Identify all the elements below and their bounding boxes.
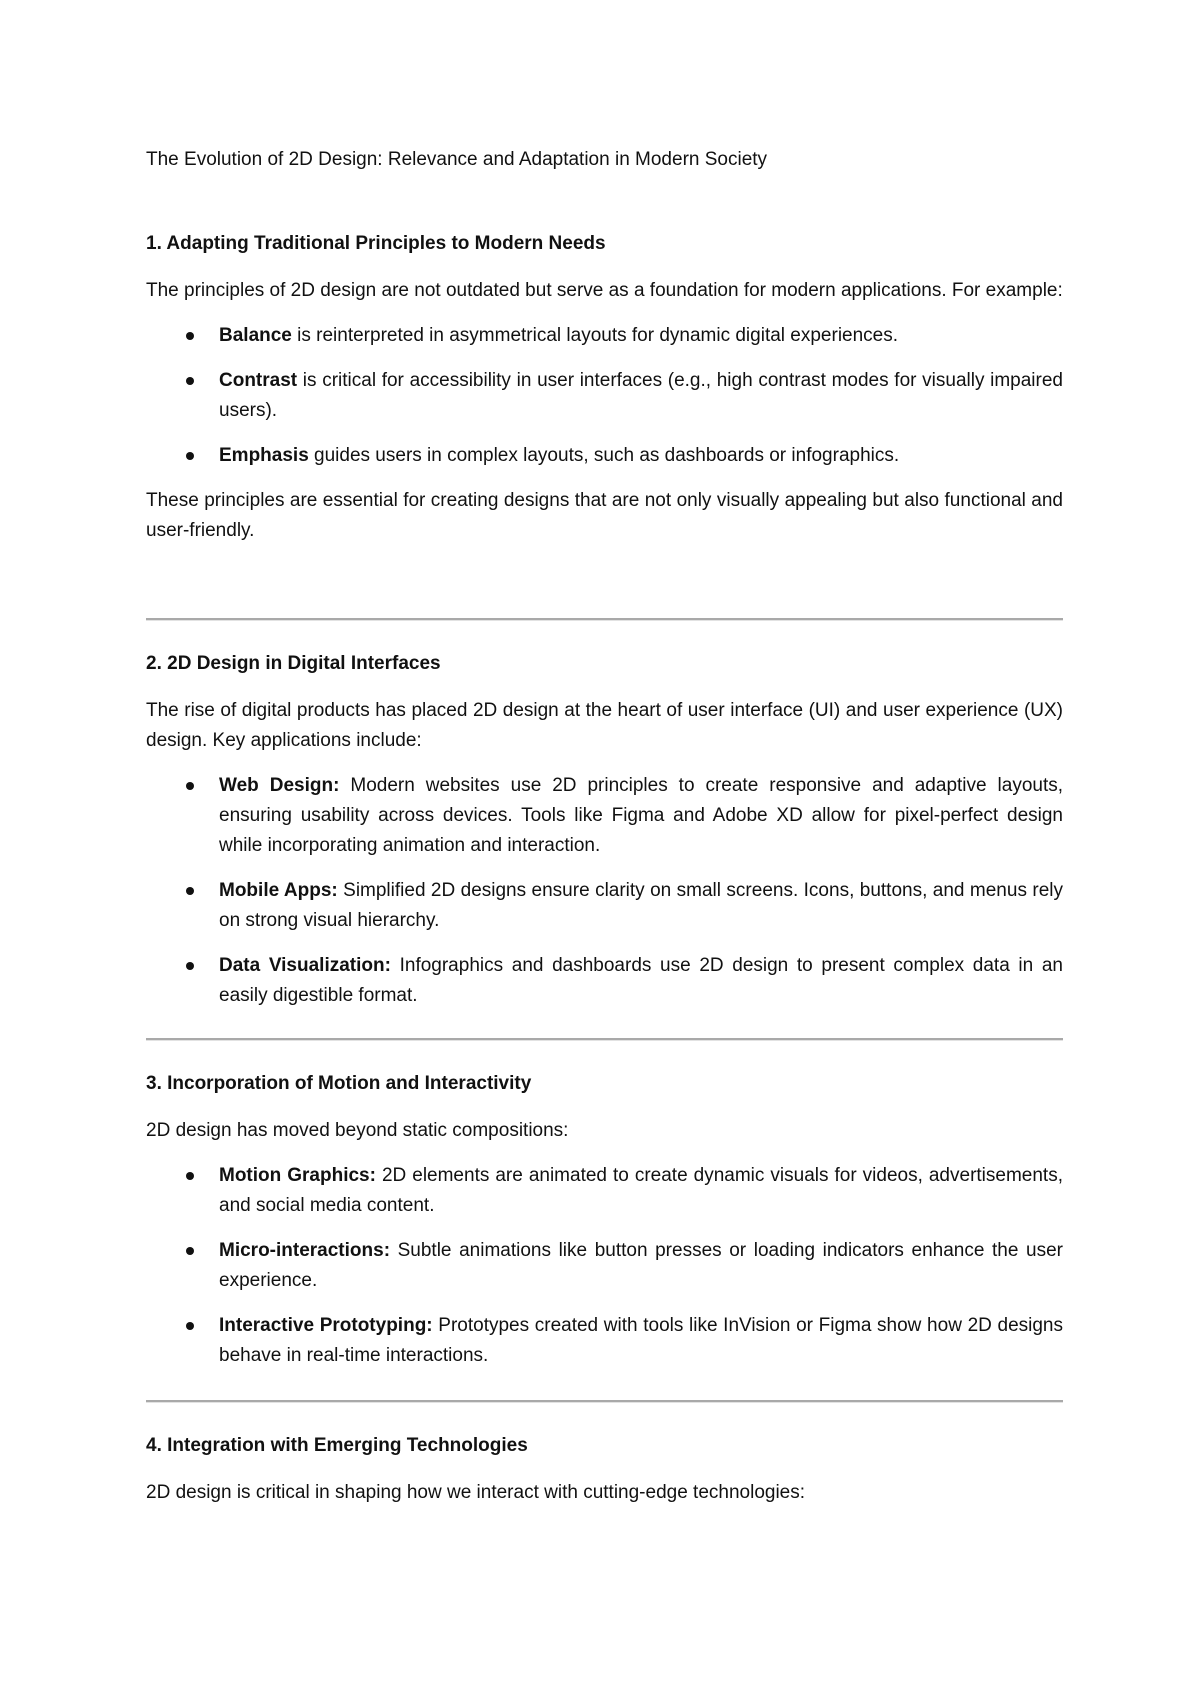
bullet-text: is critical for accessibility in user interfaces (e.g., high contrast modes for visually impaired users). [219,370,1063,421]
list-item [146,951,1063,1011]
bullet-term: Interactive Prototyping: [219,1315,433,1336]
bullet-text: Prototypes created with tools like InVision or Figma show how 2D designs behave in real-time interactions. [219,1315,1063,1366]
bullet-list [146,321,1063,471]
bullet-term: Micro-interactions: [219,1240,391,1261]
bullet-icon [186,1322,194,1330]
bullet-text: Infographics and dashboards use 2D design to present complex data in an easily digestible format. [219,955,1063,1006]
section-intro: The rise of digital products has placed 2D design at the heart of user interface (UI) and user experience (UX) design. Key applications include: [146,700,1063,751]
section-intro: 2D design has moved beyond static compositions: [146,1120,569,1141]
bullet-icon [186,452,194,460]
section-digital-interfaces [146,651,1063,1026]
bullet-icon [186,887,194,895]
list-item [146,321,1063,351]
section-divider [146,1038,1063,1041]
bullet-icon [186,377,194,385]
bullet-term: Data Visualization: [219,955,391,976]
bullet-icon [186,782,194,790]
bullet-icon [186,1172,194,1180]
bullet-text: is reinterpreted in asymmetrical layouts for dynamic digital experiences. [291,325,899,346]
document-title: The Evolution of 2D Design: Relevance and Adaptation in Modern Society [146,149,768,170]
bullet-term: Mobile Apps: [219,880,338,901]
bullet-text: Subtle animations like button presses or loading indicators enhance the user experience. [219,1240,1063,1291]
list-item [146,441,1063,471]
section-heading: 3. Incorporation of Motion and Interactivity [146,1073,532,1094]
section-intro: The principles of 2D design are not outdated but serve as a foundation for modern applications. For example: [146,280,1063,301]
bullet-text: Modern websites use 2D principles to create responsive and adaptive layouts, ensuring usability across devices. Tools like Figma and Adobe XD allow for pixel-perfect design while incorporating animation and interaction. [219,775,1064,856]
list-item [146,366,1063,426]
section-heading: 1. Adapting Traditional Principles to Modern Needs [146,233,606,254]
list-item [146,876,1063,936]
section-adapting-principles [146,231,1063,561]
list-item [146,1236,1063,1296]
bullet-term: Balance [219,325,292,346]
list-item [146,771,1063,861]
section-emerging-technologies [146,1433,1063,1523]
section-heading: 4. Integration with Emerging Technologies [146,1435,528,1456]
list-item [146,1161,1063,1221]
section-outro: These principles are essential for creating designs that are not only visually appealing but also functional and user-friendly. [146,490,1063,541]
bullet-term: Contrast [219,370,298,391]
section-divider [146,618,1063,621]
bullet-text: Simplified 2D designs ensure clarity on small screens. Icons, buttons, and menus rely on strong visual hierarchy. [219,880,1063,931]
list-item [146,1311,1063,1371]
bullet-icon [186,962,194,970]
bullet-text: guides users in complex layouts, such as dashboards or infographics. [308,445,900,466]
bullet-term: Emphasis [219,445,309,466]
section-intro: 2D design is critical in shaping how we interact with cutting-edge technologies: [146,1482,806,1503]
bullet-list [146,1161,1063,1371]
bullet-term: Web Design: [219,775,340,796]
bullet-icon [186,1247,194,1255]
bullet-icon [186,332,194,340]
bullet-term: Motion Graphics: [219,1165,376,1186]
section-heading: 2. 2D Design in Digital Interfaces [146,653,441,674]
section-divider [146,1400,1063,1403]
bullet-list [146,771,1063,1011]
bullet-text: 2D elements are animated to create dynamic visuals for videos, advertisements, and social media content. [219,1165,1063,1216]
section-motion-interactivity [146,1071,1063,1386]
